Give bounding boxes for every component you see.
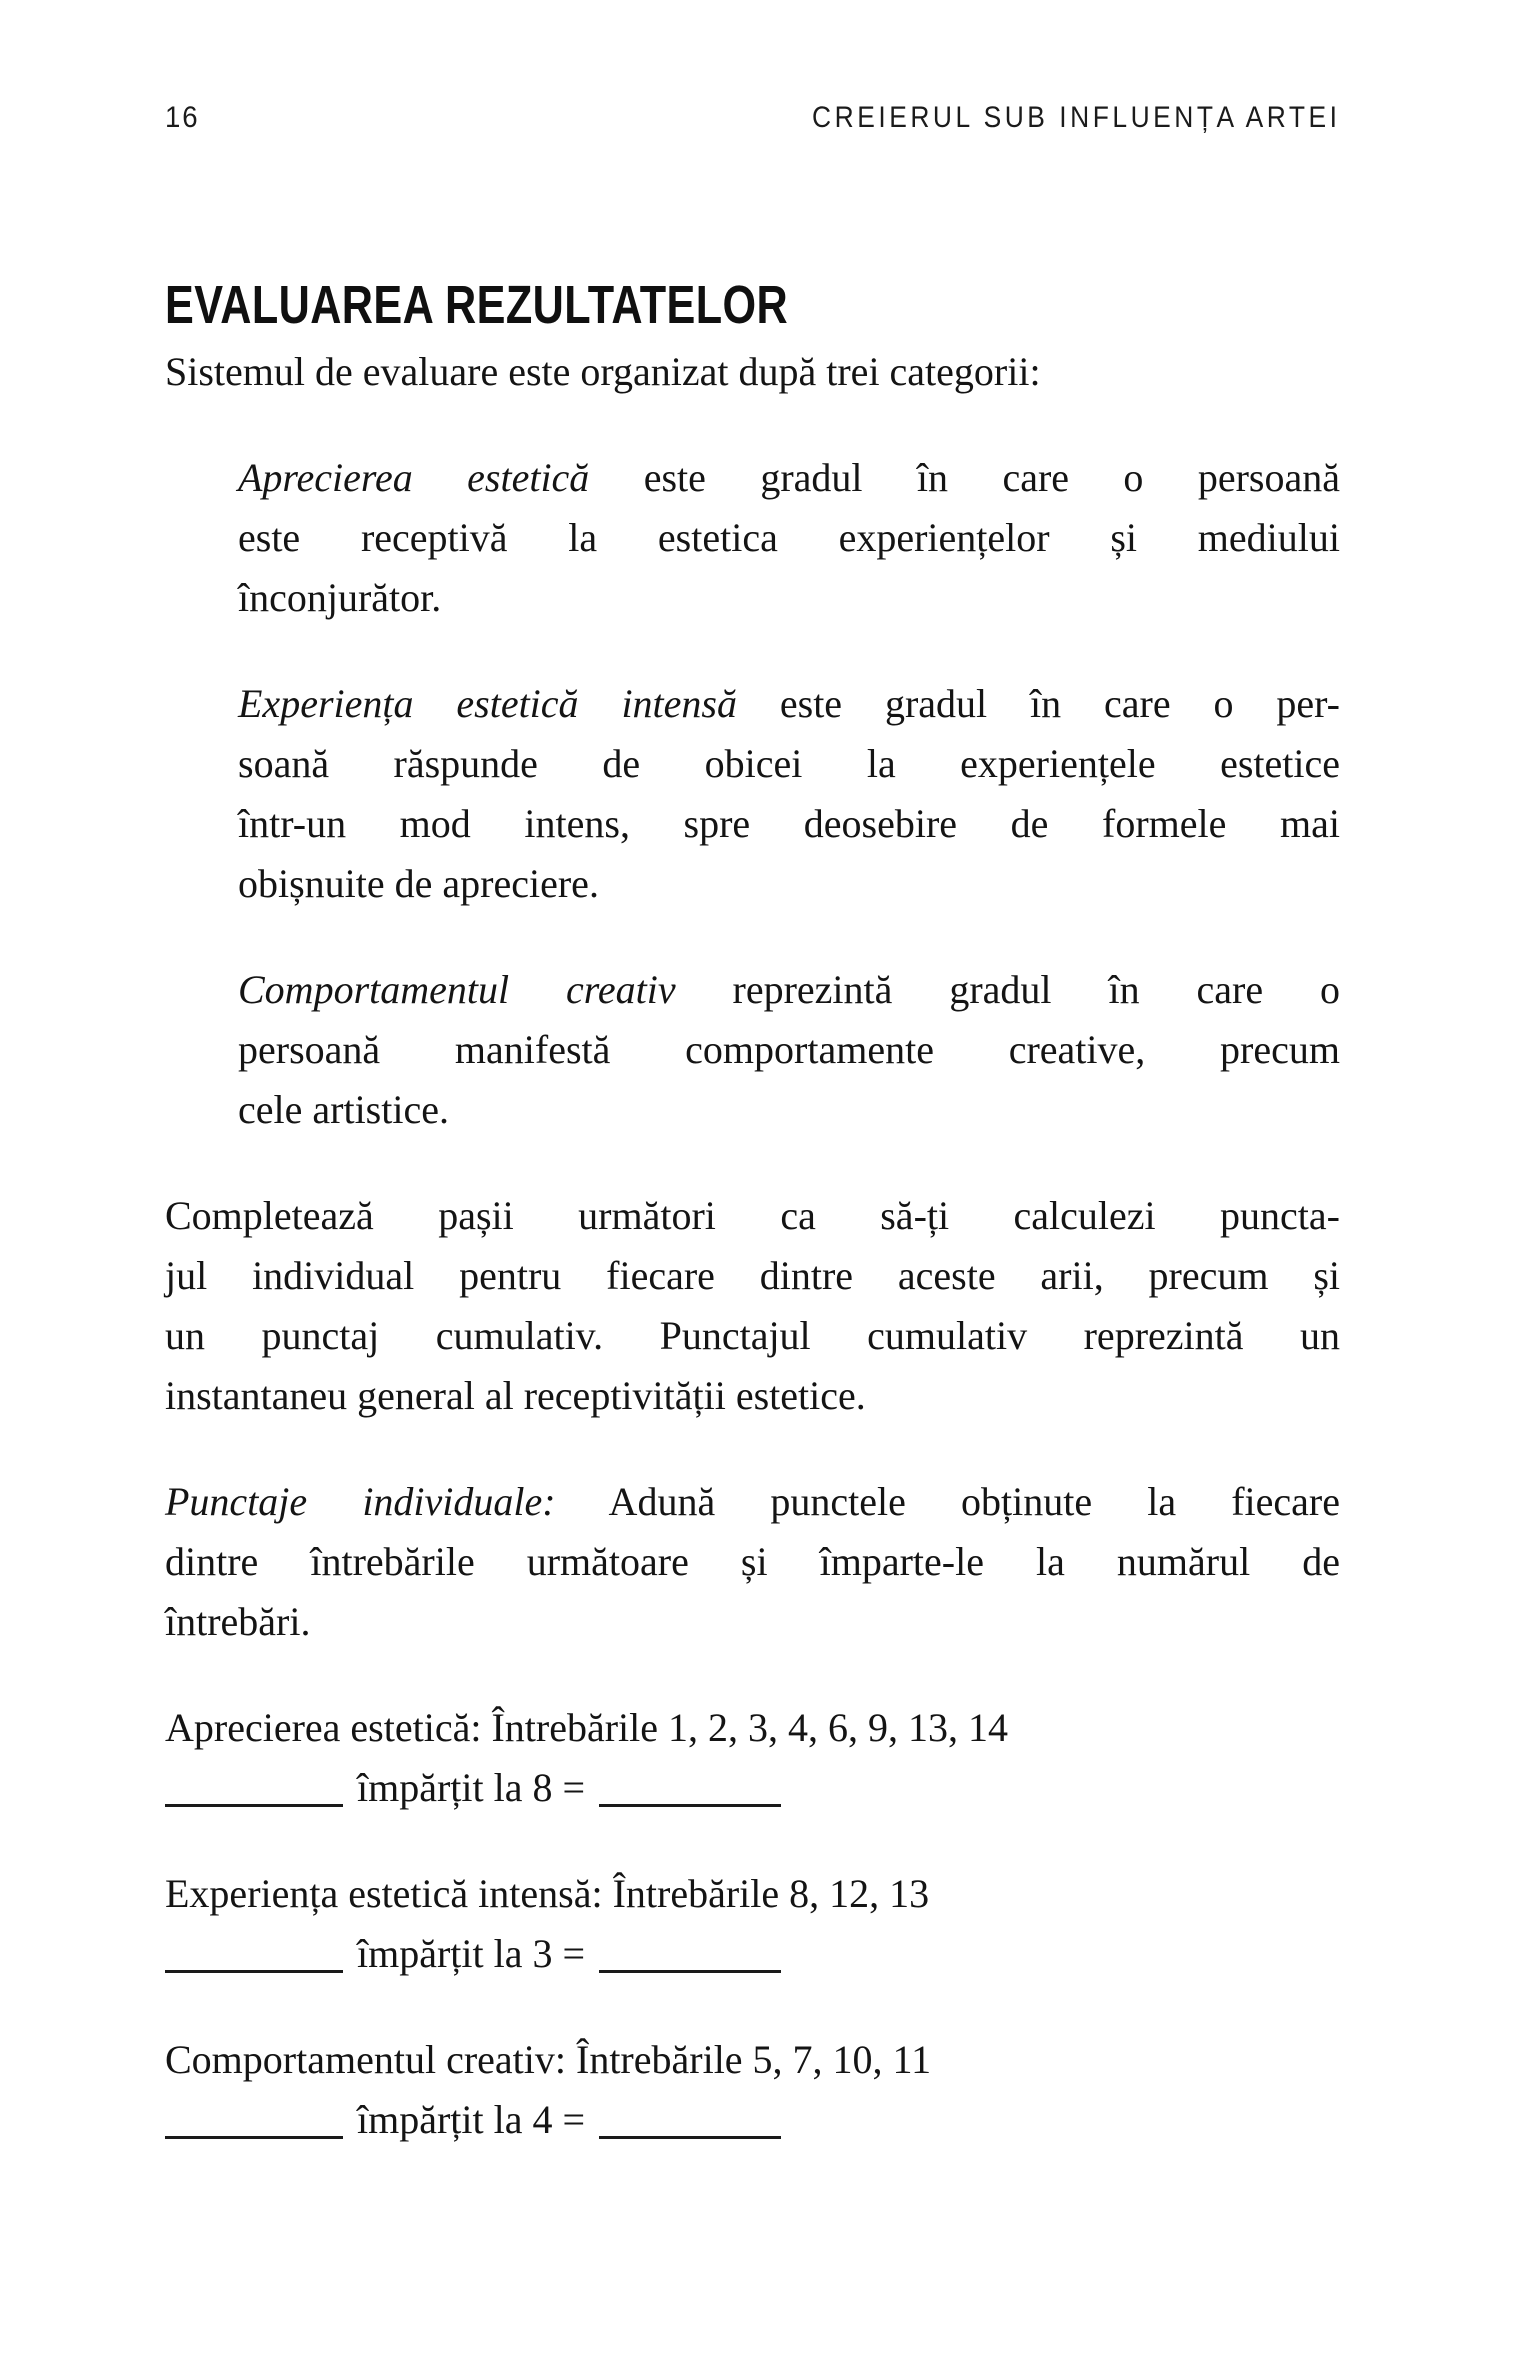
- score-sum-blank: [165, 1970, 343, 1973]
- text-line: [165, 1366, 1340, 1426]
- score-section-intense-aesthetic-experience: [165, 1864, 1340, 1984]
- text-segment: cele artistice.: [238, 1087, 449, 1132]
- score-title: Experiența estetică intensă: Întrebările 8, 12, 13: [165, 1871, 930, 1916]
- intro-sentence: Sistemul de evaluare este organizat după trei categorii:: [165, 349, 1041, 394]
- definition-intense-aesthetic-experience: [165, 674, 1340, 914]
- score-formula-label: împărțit la 3 =: [357, 1931, 586, 1976]
- italic-text-segment: Experiența estetică intensă: [238, 681, 737, 726]
- text-line: [238, 674, 1340, 734]
- score-sum-blank: [165, 1804, 343, 1807]
- text-segment: într-un mod intens, spre deosebire de formele mai: [238, 801, 1340, 846]
- text-line: [165, 1592, 1340, 1652]
- text-segment: Completează pașii următori ca să-ți calculezi puncta-: [165, 1193, 1340, 1238]
- text-segment: un punctaj cumulativ. Punctajul cumulativ reprezintă un: [165, 1313, 1340, 1358]
- text-line: [238, 1020, 1340, 1080]
- text-line: [165, 1532, 1340, 1592]
- text-line: [238, 854, 1340, 914]
- text-segment: este receptivă la estetica experiențelor și mediului: [238, 515, 1340, 560]
- score-section-aesthetic-appreciation: [165, 1698, 1340, 1818]
- italic-text-segment: Punctaje individuale:: [165, 1479, 556, 1524]
- text-segment: jul individual pentru fiecare dintre aceste arii, precum și: [165, 1253, 1340, 1298]
- text-line: [238, 960, 1340, 1020]
- score-section-creative-behavior: [165, 2030, 1340, 2150]
- text-segment: este gradul în care o per-: [736, 681, 1340, 726]
- text-line: [165, 1186, 1340, 1246]
- text-line: [238, 568, 1340, 628]
- definition-creative-behavior: [165, 960, 1340, 1140]
- score-formula-label: împărțit la 8 =: [357, 1765, 586, 1810]
- running-header: [165, 100, 1340, 136]
- body-text: [165, 342, 1340, 2150]
- text-segment: înconjurător.: [238, 575, 442, 620]
- paragraph-instructions: [165, 1186, 1340, 1426]
- paragraph-individual-scores: [165, 1472, 1340, 1652]
- section-heading: [165, 275, 1340, 335]
- score-formula-line: [165, 1924, 1340, 1984]
- text-segment: soană răspunde de obicei la experiențele estetice: [238, 741, 1340, 786]
- text-line: [165, 1306, 1340, 1366]
- score-formula-line: [165, 2090, 1340, 2150]
- text-segment: reprezintă gradul în care o: [675, 967, 1340, 1012]
- score-title: Comportamentul creativ: Întrebările 5, 7, 10, 11: [165, 2037, 932, 2082]
- text-line: [238, 448, 1340, 508]
- score-formula-label: împărțit la 4 =: [357, 2097, 586, 2142]
- text-segment: obișnuite de apreciere.: [238, 861, 599, 906]
- text-line: [238, 794, 1340, 854]
- text-segment: este gradul în care o persoană: [589, 455, 1340, 500]
- score-result-blank: [599, 2136, 781, 2139]
- italic-text-segment: Comportamentul creativ: [238, 967, 676, 1012]
- page-number: 16: [165, 101, 200, 134]
- text-segment: persoană manifestă comportamente creative, precum: [238, 1027, 1340, 1072]
- italic-text-segment: Aprecierea estetică: [238, 455, 590, 500]
- score-formula-line: [165, 1758, 1340, 1818]
- score-title: Aprecierea estetică: Întrebările 1, 2, 3, 4, 6, 9, 13, 14: [165, 1705, 1009, 1750]
- text-line: [238, 1080, 1340, 1140]
- text-line: [238, 734, 1340, 794]
- running-title: CREIERUL SUB INFLUENȚA ARTEI: [811, 101, 1340, 134]
- score-sum-blank: [165, 2136, 343, 2139]
- text-segment: dintre întrebările următoare și împarte-le la numărul de: [165, 1539, 1340, 1584]
- section-heading-text: EVALUAREA REZULTATELOR: [165, 275, 789, 335]
- text-line: [165, 1246, 1340, 1306]
- text-segment: instantaneu general al receptivității estetice.: [165, 1373, 866, 1418]
- score-result-blank: [599, 1970, 781, 1973]
- text-segment: Adună punctele obținute la fiecare: [555, 1479, 1341, 1524]
- text-line: [238, 508, 1340, 568]
- text-line: [165, 1472, 1340, 1532]
- text-segment: întrebări.: [165, 1599, 311, 1644]
- score-result-blank: [599, 1804, 781, 1807]
- definition-aesthetic-appreciation: [165, 448, 1340, 628]
